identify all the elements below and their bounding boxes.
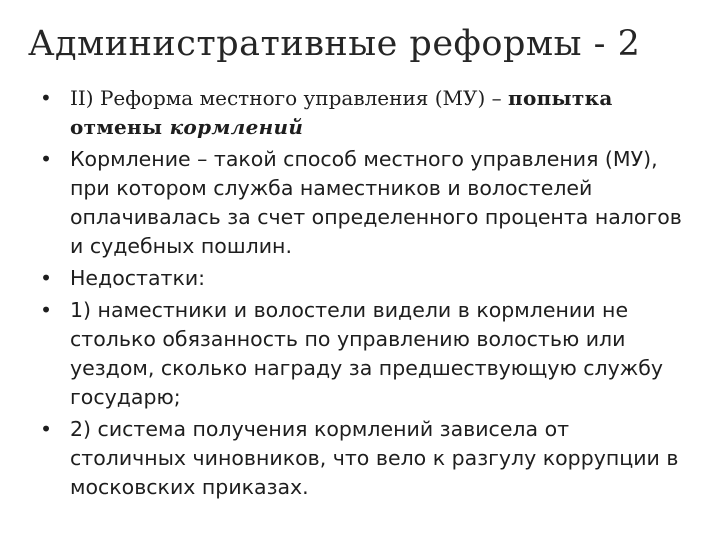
bullet-text: 2) система получения кормлений зависела от столичных чиновников, что вело к разгулу коррупции в московских приказах. xyxy=(70,417,679,499)
bullet-item-drawbacks xyxy=(40,264,690,293)
bullet-text: Недостатки: xyxy=(70,266,206,290)
bullet-text-bold-italic: кормлений xyxy=(169,115,304,139)
bullet-dot-icon: • xyxy=(40,86,52,110)
bullet-dot-icon: • xyxy=(40,266,53,290)
bullet-item-reform xyxy=(40,84,690,142)
bullet-dot-icon: • xyxy=(40,147,53,171)
bullet-list xyxy=(40,84,690,505)
bullet-dot-icon: • xyxy=(40,298,53,322)
bullet-dot-icon: • xyxy=(40,417,53,441)
bullet-item-drawback-1 xyxy=(40,296,690,412)
bullet-text-plain: II) Реформа местного управления (МУ) – xyxy=(70,86,509,110)
bullet-text-bold: попытка отмены xyxy=(70,86,613,139)
bullet-item-definition xyxy=(40,145,690,261)
bullet-item-drawback-2 xyxy=(40,415,690,502)
bullet-text: 1) наместники и волостели видели в кормлении не столько обязанность по управлению волостью или уездом, сколько награду за предшествующую службу государю; xyxy=(70,298,664,409)
slide-title: Административные реформы - 2 xyxy=(28,24,641,64)
bullet-text: Кормление – такой способ местного управления (МУ), при котором служба наместников и волостелей оплачивалась за счет определенного процента налогов и судебных пошлин. xyxy=(70,147,682,258)
